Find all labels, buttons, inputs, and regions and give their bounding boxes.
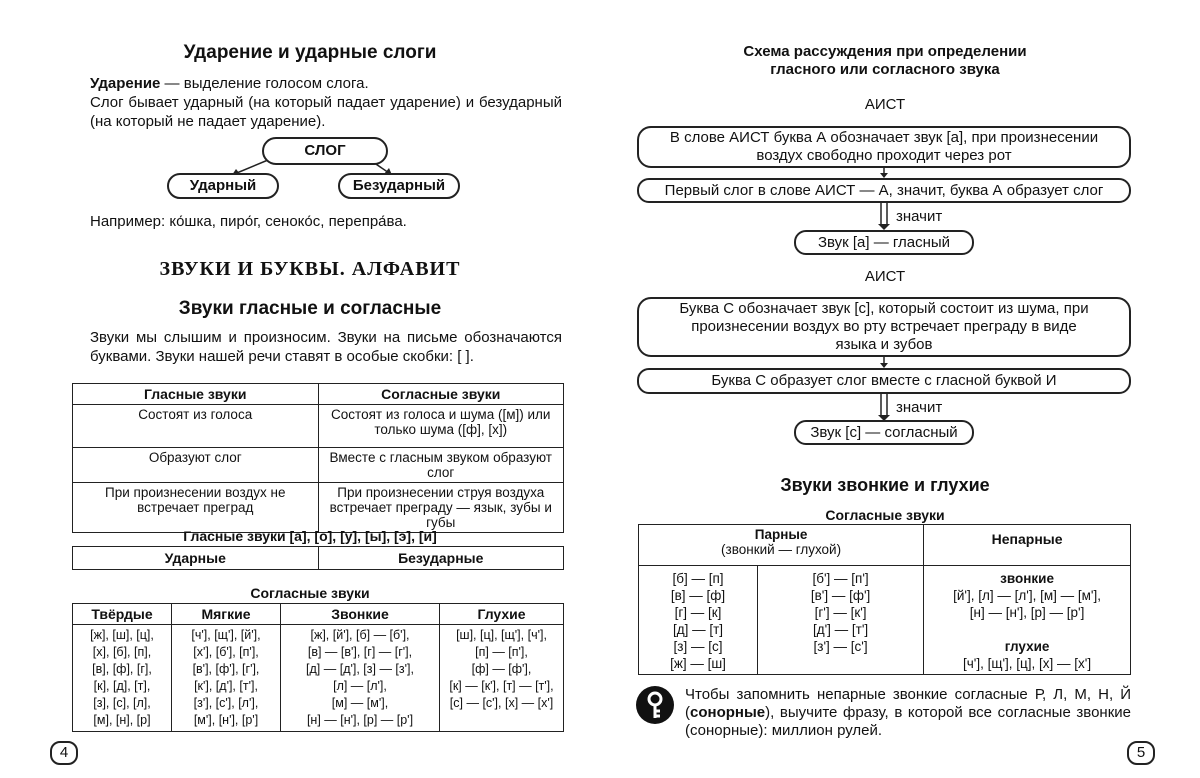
word-aist-1: АИСТ	[864, 96, 906, 113]
vc-title: Звуки гласные и согласные	[178, 298, 442, 319]
cons-header-hard: Твёрдые	[73, 604, 172, 625]
cons-col-soft: [ч'], [щ'], [й'], [х'], [б'], [п'], [в'], [ф'], [г'], [к'], [д'], [т'], [з'], [с'], [л'], [м'], [н'], [р']	[172, 625, 281, 732]
therefore-2: значит	[896, 399, 943, 416]
vc-cell: При произнесении струя воздуха встречает преграду — язык, зубы и губы	[318, 483, 564, 533]
cons-table	[72, 603, 564, 732]
tip-bold: сонорные	[690, 704, 766, 721]
vowels-unstressed: Безударные	[318, 547, 564, 570]
vowels-table	[72, 546, 564, 570]
scheme-box-2: Первый слог в слове АИСТ — А, значит, буква А образует слог	[637, 178, 1131, 203]
stress-def-text: — выделение голосом слога.	[160, 75, 369, 92]
therefore-1: значит	[896, 208, 943, 225]
cons-header-soft: Мягкие	[172, 604, 281, 625]
cons-title: Согласные звуки	[250, 585, 370, 601]
vd-col-paired-hard: [б] — [п] [в] — [ф] [г] — [к] [д] — [т] [з] — [с] [ж] — [ш]	[639, 566, 758, 675]
vc-cell: Вместе с гласным звуком образуют слог	[318, 448, 564, 483]
cons-header-voiced: Звонкие	[281, 604, 440, 625]
scheme-box-3: Звук [а] — гласный	[794, 230, 974, 255]
scheme-box-5: Буква С образует слог вместе с гласной буквой И	[637, 368, 1131, 394]
vc-text: Звуки мы слышим и произносим. Звуки на письме обозначаются буквами. Звуки нашей речи ставят в особые скобки: [ ].	[90, 329, 562, 365]
diagram-root: СЛОГ	[262, 137, 388, 165]
syllable-text: Слог бывает ударный (на который падает ударение) и безударный (на который не падает ударение).	[90, 94, 562, 130]
word-aist-2: АИСТ	[864, 268, 906, 285]
page-number-right: 5	[1127, 741, 1155, 765]
vd-voiceless-title: глухие	[1004, 639, 1050, 654]
vc-header-vowels: Гласные звуки	[73, 384, 319, 405]
vd-paired-label: Парные	[754, 527, 808, 542]
scheme-box-4: Буква С обозначает звук [с], который состоит из шума, при произнесении воздух во рту встречает преграду в виде языка и зубов	[637, 297, 1131, 357]
cons-col-voiced: [ж], [й'], [б] — [б'], [в] — [в'], [г] — [г'], [д] — [д'], [з] — [з'], [л] — [л'], [м] — [м'], [н] — [н'], [р] — [р']	[281, 625, 440, 732]
page-number-left: 4	[50, 741, 78, 765]
vc-cell: При произнесении воздух не встречает преград	[73, 483, 319, 533]
vd-table	[638, 524, 1131, 675]
vd-header-paired	[639, 525, 924, 566]
stress-term: Ударение	[90, 75, 161, 92]
scheme-title	[640, 43, 1130, 79]
vc-header-consonants: Согласные звуки	[318, 384, 564, 405]
vc-cell: Состоят из голоса	[73, 405, 319, 448]
key-icon	[636, 686, 674, 724]
vc-cell: Состоят из голоса и шума ([м]) или только шума ([ф], [х])	[318, 405, 564, 448]
vc-cell: Образуют слог	[73, 448, 319, 483]
cons-col-hard: [ж], [ш], [ц], [х], [б], [п], [в], [ф], [г], [к], [д], [т], [з], [с], [л], [м], [н], [р]	[73, 625, 172, 732]
vd-col-unpaired: звонкие [й'], [л] — [л'], [м] — [м'], [н] — [н'], [р] — [р'] глухие [ч'], [щ'], [ц], [х] — [х']	[924, 566, 1131, 675]
scheme-box-1: В слове АИСТ буква А обозначает звук [а], при произнесении воздух свободно проходит через рот	[637, 126, 1131, 168]
stress-title: Ударение и ударные слоги	[183, 42, 437, 63]
vowels-title: Гласные звуки [а], [о], [у], [ы], [э], [и]	[183, 528, 437, 544]
scheme-title-line2: гласного или согласного звука	[770, 61, 1000, 78]
tip-text: Чтобы запомнить непарные звонкие согласные Р, Л, М, Н, Й (сонорные), выучите фразу, в которой все согласные звонкие (сонорные): миллион рулей.	[685, 686, 1131, 739]
vd-subtitle: Согласные звуки	[825, 507, 945, 523]
scheme-title-line1: Схема рассуждения при определении	[743, 43, 1027, 60]
cons-col-voiceless: [ш], [ц], [щ'], [ч'], [п] — [п'], [ф] — [ф'], [к] — [к'], [т] — [т'], [с] — [с'], [х] — [х']	[440, 625, 564, 732]
vc-table	[72, 383, 564, 533]
cons-header-voiceless: Глухие	[440, 604, 564, 625]
example-text: Например: ко́шка, пиро́г, сеноко́с, перепра́ва.	[90, 213, 407, 230]
vd-paired-sub: (звонкий — глухой)	[721, 542, 842, 557]
vd-header-unpaired: Непарные	[924, 525, 1131, 566]
vowels-stressed: Ударные	[73, 547, 319, 570]
vd-voiced-title: звонкие	[1000, 571, 1054, 586]
vd-title: Звуки звонкие и глухие	[780, 475, 990, 495]
diagram-stressed: Ударный	[167, 173, 279, 199]
scheme-box-6: Звук [с] — согласный	[794, 420, 974, 445]
diagram-unstressed: Безударный	[338, 173, 460, 199]
vd-col-paired-soft: [б'] — [п'] [в'] — [ф'] [г'] — [к'] [д'] — [т'] [з'] — [с']	[758, 566, 924, 675]
section-title: ЗВУКИ И БУКВЫ. АЛФАВИТ	[159, 258, 461, 280]
